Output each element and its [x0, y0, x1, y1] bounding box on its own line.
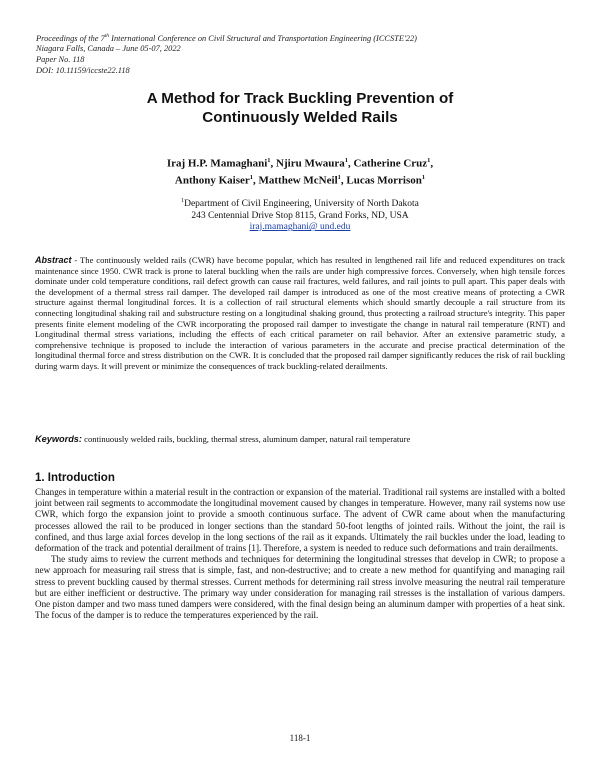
affiliation-address: 243 Centennial Drive Stop 8115, Grand Forks, ND, USA: [191, 210, 409, 221]
introduction-paragraph-1: Changes in temperature within a material result in the contraction or expansion of the material. Traditional rail systems are installed with a bolted joint between rail segments to accommodate the longitudinal movement caused by changes in temperature. However, many rail systems now use CWR, which forgo the expansion joint to provide a smooth continuous surface. The advent of CWR came about when the manufacturing processes allowed the rail to be produced in longer sections than the standard 50-foot lengths of jointed rails. Without the joint, the rail is confined, and thus large axial forces develop in the long sections of the rail as it expands. Ultimately the rail buckles under the load, leading to deformation of the track and potential derailment of trains [1]. Therefore, a system is needed to reduce such deformations and train derailments.: [35, 487, 565, 554]
header-line-location: Niagara Falls, Canada – June 05-07, 2022: [36, 44, 181, 54]
abstract-text: - The continuously welded rails (CWR) have become popular, which has resulted in lengthened rail life and reduced expenditures on track maintenance since 1950. CWR track is prone to lateral buckling when the rails are under high compressive forces. Conversely, when high tensile forces dominate under cold temperature conditions, rail defect growth can cause rail fractures, weld failures, and rail joints to pull apart. This paper deals with the development of a thermal stress rail damper. The developed rail damper is introduced as one of the most creative means of protecting a CWR structure against thermal longitudinal forces. It is a collection of rail structural elements which should smartly decouple a rail structure from its connecting longitudinal shaking rail and substructure resting on a longitudinal shaking ground, thus protecting a railroad structure's integrity. This paper presents finite element modeling of the CWR incorporating the proposed rail damper to investigate the change in natural rail temperature (RNT) and Longitudinal thermal stress variations, including the effects of each critical parameter on rail behavior. After an extensive parametric study, a comprehensive technique is proposed to include the interaction of various parameters in the accurate and precise practical determination of the longitudinal thermal force and stress distribution on the CWR. It is concluded that the proposed rail damper significantly reduces the risk of rail buckling during warm days. It will prevent or minimize the consequences of track buckling-related derailments.: [35, 255, 565, 371]
author-name: Njiru Mwaura: [276, 157, 345, 170]
proceedings-header: [36, 31, 536, 76]
title-line-2: Continuously Welded Rails: [202, 108, 398, 126]
author-name: Matthew McNeil: [258, 174, 338, 187]
abstract-label: Abstract: [35, 255, 72, 265]
affiliation: [60, 196, 540, 234]
keywords-label: Keywords:: [35, 434, 82, 444]
keywords: [35, 434, 565, 445]
introduction-body: [35, 487, 565, 621]
abstract: [35, 255, 565, 372]
authors-line-1: Iraj H.P. Mamaghani$^1$, Njiru Mwaura$^1$, Catherine Cruz$^1$,: [166, 157, 434, 170]
header-line-conference: Proceedings of the 7th International Conference on Civil Structural and Transportation Engineering (ICCSTE'22): [36, 33, 417, 43]
page-number: 118-1: [289, 733, 311, 743]
paper-title: [60, 90, 540, 127]
author-name: Anthony Kaiser: [174, 174, 250, 187]
keywords-text: continuously welded rails, buckling, thermal stress, aluminum damper, natural rail temperature: [81, 434, 411, 444]
author-name: Iraj H.P. Mamaghani: [166, 157, 268, 170]
affiliation-department: $^1$Department of Civil Engineering, University of North Dakota: [181, 198, 419, 210]
section-heading-introduction: 1. Introduction: [35, 472, 115, 484]
authors-line-2: Anthony Kaiser$^1$, Matthew McNeil$^1$, Lucas Morrison$^1$: [174, 174, 426, 187]
author-name: Lucas Morrison: [346, 174, 422, 187]
author-name: Catherine Cruz: [353, 157, 428, 170]
introduction-paragraph-2: The study aims to review the current methods and techniques for determining the longitudinal stresses that develop in CWR; to propose a new approach for measuring rail stress that is simple, fast, and non-destructive; and to create a new method for quantifying and managing rail stress to prevent buckling caused by thermal stresses. Current methods for determining rail stress involve measuring the neutral rail temperature but are either inefficient or destructive. The primary way under consideration for managing rail stresses is the installation of various dampers. One piston damper and two mass tuned dampers were considered, with the final design being an aluminum damper with properties of a heat sink. The focus of the damper is to reduce the temperatures experienced by the rail.: [35, 554, 565, 621]
author-list: [60, 154, 540, 188]
affiliation-email-line: [60, 222, 540, 234]
author-email-link[interactable]: iraj.mamaghani@ und.edu: [249, 222, 351, 233]
title-line-1: A Method for Track Buckling Prevention of: [146, 90, 454, 107]
header-line-paper-no: Paper No. 118: [36, 54, 85, 64]
header-line-doi: DOI: 10.11159/iccste22.118: [36, 65, 130, 75]
